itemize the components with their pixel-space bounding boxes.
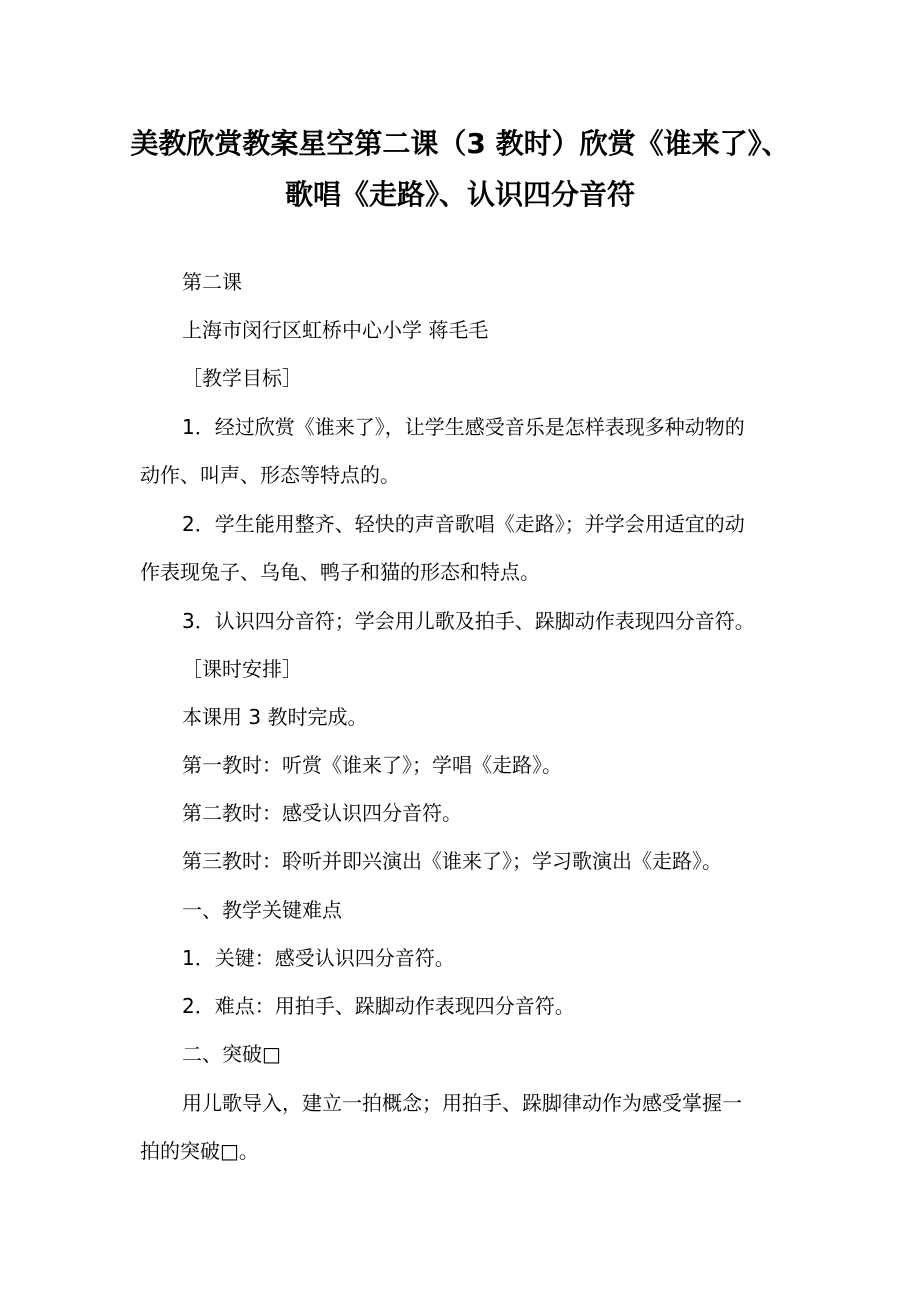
breakthrough-line-2: 拍的突破□。 [140, 1139, 259, 1163]
goal-3: 3．认识四分音符；学会用儿歌及拍手、跺脚动作表现四分音符。 [182, 609, 755, 633]
difficulty-point: 2．难点：用拍手、跺脚动作表现四分音符。 [182, 994, 575, 1018]
document-title [100, 118, 820, 220]
key-point: 1．关键：感受认识四分音符。 [182, 946, 455, 970]
breakthrough-heading: 二、突破□ [182, 1042, 281, 1066]
schedule-intro: 本课用 3 教时完成。 [182, 705, 368, 729]
period-3: 第三教时：聆听并即兴演出《谁来了》；学习歌演出《走路》。 [182, 849, 722, 873]
lesson-label: 第二课 [182, 270, 242, 294]
goal-2-line-2: 作表现兔子、乌龟、鸭子和猫的形态和特点。 [140, 560, 540, 584]
schedule-heading: ［课时安排］ [182, 657, 302, 681]
period-1: 第一教时：听赏《谁来了》；学唱《走路》。 [182, 753, 562, 777]
title-line-1: 美教欣赏教案星空第二课（3 教时）欣赏《谁来了》、 [130, 127, 790, 160]
breakthrough-line-1: 用儿歌导入，建立一拍概念；用拍手、跺脚律动作为感受掌握一 [182, 1091, 742, 1115]
goal-2-line-1: 2．学生能用整齐、轻快的声音歌唱《走路》；并学会用适宜的动 [182, 512, 745, 536]
key-difficulty-heading: 一、教学关键难点 [182, 898, 342, 922]
author-line: 上海市闵行区虹桥中心小学 蒋毛毛 [182, 318, 489, 342]
goal-1-line-2: 动作、叫声、形态等特点的。 [140, 463, 400, 487]
goal-1-line-1: 1．经过欣赏《谁来了》，让学生感受音乐是怎样表现多种动物的 [182, 415, 745, 439]
title-line-2: 歌唱《走路》、认识四分音符 [284, 178, 635, 211]
goals-heading: ［教学目标］ [182, 366, 302, 390]
period-2: 第二教时：感受认识四分音符。 [182, 801, 462, 825]
